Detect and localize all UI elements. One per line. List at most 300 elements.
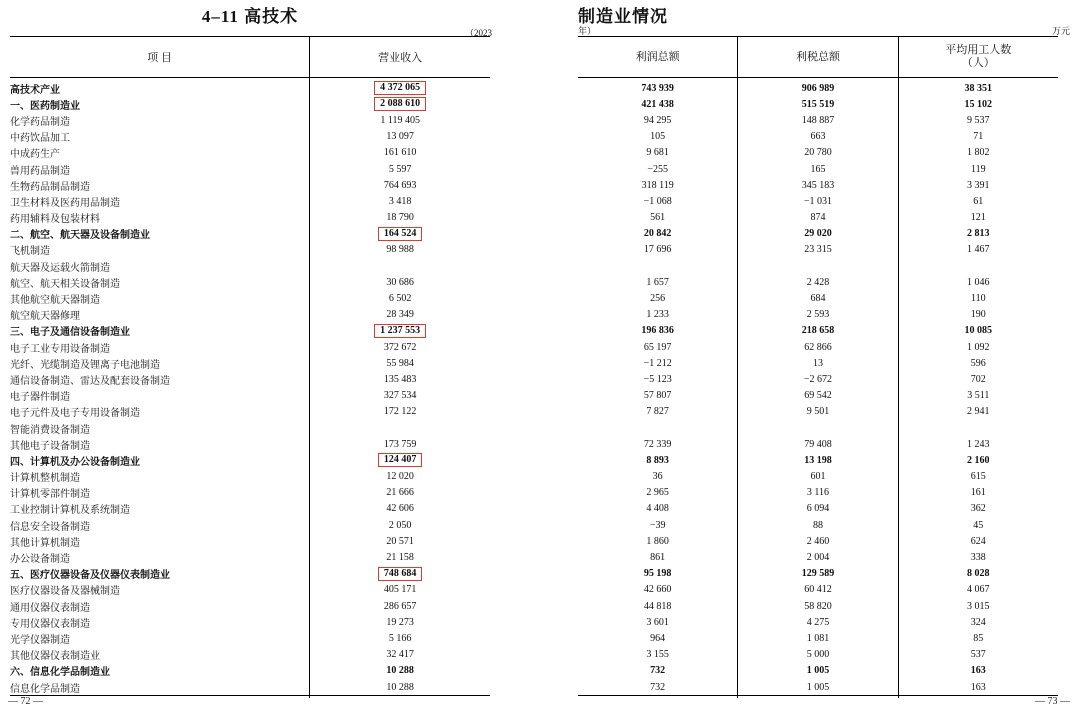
row-profit-tax-total: 2 460 xyxy=(738,533,898,549)
table-row xyxy=(578,679,1058,696)
row-label: 光学仪器制造 xyxy=(10,634,70,646)
row-profit-total: 42 660 xyxy=(643,584,672,596)
row-profit-total: 318 119 xyxy=(641,179,674,191)
row-label: 一、医药制造业 xyxy=(10,100,80,112)
row-revenue: 30 686 xyxy=(310,274,490,290)
table-row xyxy=(578,598,1058,614)
table-row xyxy=(578,161,1058,177)
row-label: 高技术产业 xyxy=(10,84,60,96)
table-row xyxy=(578,242,1058,258)
row-revenue: 32 417 xyxy=(310,647,490,663)
row-profit-tax-total: 1 005 xyxy=(738,663,898,679)
table-row xyxy=(578,355,1058,371)
table-row xyxy=(578,404,1058,420)
row-revenue xyxy=(310,258,490,274)
row-avg-employees: 161 xyxy=(898,485,1058,501)
table-row xyxy=(578,274,1058,290)
table-row xyxy=(10,614,490,630)
row-label: 飞机制造 xyxy=(10,246,50,258)
row-avg-employees: 324 xyxy=(898,614,1058,630)
row-profit-tax-total: 165 xyxy=(738,161,898,177)
table-row xyxy=(10,485,490,501)
row-profit-total: −255 xyxy=(647,163,668,175)
table-row xyxy=(10,679,490,696)
table-row xyxy=(10,663,490,679)
row-revenue: 21 158 xyxy=(310,549,490,565)
table-row xyxy=(10,501,490,517)
row-revenue: 98 988 xyxy=(310,242,490,258)
table-row xyxy=(578,485,1058,501)
row-revenue: 764 693 xyxy=(310,177,490,193)
row-avg-employees: 1 092 xyxy=(898,339,1058,355)
row-profit-total: 196 836 xyxy=(641,325,674,337)
row-avg-employees: 9 537 xyxy=(898,112,1058,128)
table-row xyxy=(10,355,490,371)
unit-label: 万元 xyxy=(1051,26,1070,36)
row-profit-tax-total: 2 428 xyxy=(738,274,898,290)
row-label: 航空、航天相关设备制造 xyxy=(10,278,120,290)
row-profit-tax-total: 874 xyxy=(738,210,898,226)
row-label: 化学药品制造 xyxy=(10,116,70,128)
row-label: 电子元件及电子专用设备制造 xyxy=(10,408,140,420)
row-profit-total: 4 408 xyxy=(646,503,669,515)
row-profit-tax-total: 60 412 xyxy=(738,582,898,598)
row-profit-tax-total: 58 820 xyxy=(738,598,898,614)
table-row xyxy=(10,647,490,663)
table-row xyxy=(10,112,490,128)
left-page xyxy=(0,0,530,713)
row-label: 中药饮品加工 xyxy=(10,133,70,145)
row-profit-tax-total: 20 780 xyxy=(738,145,898,161)
row-revenue: 12 020 xyxy=(310,469,490,485)
table-row xyxy=(578,663,1058,679)
table-row xyxy=(578,549,1058,565)
row-profit-tax-total: 663 xyxy=(738,129,898,145)
right-header-row xyxy=(578,37,1058,78)
row-revenue: 42 606 xyxy=(310,501,490,517)
row-label: 其他仪器仪表制造业 xyxy=(10,651,100,663)
row-avg-employees: 1 802 xyxy=(898,145,1058,161)
table-row xyxy=(578,420,1058,436)
table-row xyxy=(578,388,1058,404)
row-avg-employees: 1 467 xyxy=(898,242,1058,258)
row-label: 通信设备制造、雷达及配套设备制造 xyxy=(10,375,170,387)
row-profit-total: −1 068 xyxy=(643,195,672,207)
table-row xyxy=(578,129,1058,145)
row-avg-employees: 3 511 xyxy=(898,388,1058,404)
row-avg-employees: 85 xyxy=(898,630,1058,646)
row-profit-total: 9 681 xyxy=(646,147,669,159)
row-profit-total: 1 657 xyxy=(646,276,669,288)
header-avg-employees-line2: （人） xyxy=(961,57,995,69)
highlight-box: 124 407 xyxy=(378,453,423,467)
row-profit-tax-total: 1 081 xyxy=(738,630,898,646)
row-label: 医疗仪器设备及器械制造 xyxy=(10,586,120,598)
row-label: 电子器件制造 xyxy=(10,392,70,404)
table-row xyxy=(578,177,1058,193)
row-revenue xyxy=(310,80,490,96)
row-revenue: 6 502 xyxy=(310,290,490,306)
table-row xyxy=(578,80,1058,96)
row-revenue: 405 171 xyxy=(310,582,490,598)
table-row xyxy=(10,371,490,387)
table-row xyxy=(10,323,490,339)
rule-cell xyxy=(898,696,1058,699)
row-label: 中成药生产 xyxy=(10,149,60,161)
row-label: 电子工业专用设备制造 xyxy=(10,343,110,355)
row-avg-employees: 71 xyxy=(898,129,1058,145)
table-row xyxy=(10,420,490,436)
page-title-right: 制造业情况 xyxy=(578,7,668,26)
row-label: 办公设备制造 xyxy=(10,554,70,566)
row-profit-tax-total: 515 519 xyxy=(738,96,898,112)
header-profit-tax-total: 利税总额 xyxy=(738,37,898,78)
rule-cell xyxy=(10,696,310,699)
row-avg-employees: 163 xyxy=(898,663,1058,679)
row-revenue xyxy=(310,420,490,436)
table-row xyxy=(10,598,490,614)
row-revenue: 5 597 xyxy=(310,161,490,177)
table-row xyxy=(578,647,1058,663)
row-profit-tax-total: 129 589 xyxy=(738,566,898,582)
table-row xyxy=(10,452,490,468)
page-title-left: 4–11 高技术 xyxy=(201,7,299,26)
highlight-box: 4 372 065 xyxy=(374,81,426,95)
table-row xyxy=(578,145,1058,161)
row-label: 专用仪器仪表制造 xyxy=(10,618,90,630)
row-revenue: 372 672 xyxy=(310,339,490,355)
row-profit-total: 105 xyxy=(650,131,666,143)
row-revenue: 13 097 xyxy=(310,129,490,145)
table-row xyxy=(578,371,1058,387)
row-label: 其他计算机制造 xyxy=(10,537,80,549)
right-page xyxy=(530,0,1080,713)
row-revenue: 28 349 xyxy=(310,307,490,323)
row-revenue xyxy=(310,452,490,468)
row-avg-employees: 1 046 xyxy=(898,274,1058,290)
table-row xyxy=(578,339,1058,355)
row-profit-total: 44 818 xyxy=(643,600,672,612)
left-table-body xyxy=(10,37,490,699)
year-note-right: 年） xyxy=(578,26,597,36)
table-row xyxy=(10,226,490,242)
table-row xyxy=(10,339,490,355)
row-profit-total: 561 xyxy=(650,212,666,224)
table-bottom-rule xyxy=(10,696,490,699)
row-label: 卫生材料及医药用品制造 xyxy=(10,197,120,209)
row-avg-employees: 596 xyxy=(898,355,1058,371)
table-row xyxy=(10,533,490,549)
table-row xyxy=(578,307,1058,323)
row-profit-tax-total: 4 275 xyxy=(738,614,898,630)
row-profit-tax-total xyxy=(738,420,898,436)
row-label: 六、信息化学品制造业 xyxy=(10,667,110,679)
header-profit-total: 利润总额 xyxy=(578,37,738,78)
row-avg-employees: 15 102 xyxy=(898,96,1058,112)
row-profit-total: 94 295 xyxy=(643,114,672,126)
row-avg-employees xyxy=(898,258,1058,274)
row-profit-tax-total: 5 000 xyxy=(738,647,898,663)
table-row xyxy=(10,549,490,565)
row-revenue: 286 657 xyxy=(310,598,490,614)
row-avg-employees: 190 xyxy=(898,307,1058,323)
table-row xyxy=(10,210,490,226)
year-note-left: （2023 xyxy=(464,28,492,38)
row-profit-tax-total: −1 031 xyxy=(738,193,898,209)
row-profit-tax-total: 906 989 xyxy=(738,80,898,96)
row-profit-total: 3 155 xyxy=(646,649,669,661)
row-profit-tax-total: 2 004 xyxy=(738,549,898,565)
row-profit-total: 732 xyxy=(650,681,666,693)
row-label: 光纤、光缆制造及锂离子电池制造 xyxy=(10,359,160,371)
row-profit-total: −1 212 xyxy=(643,357,672,369)
row-label: 其他航空航天器制造 xyxy=(10,295,100,307)
table-row xyxy=(578,226,1058,242)
row-label: 三、电子及通信设备制造业 xyxy=(10,327,130,339)
row-profit-total: 964 xyxy=(650,632,666,644)
row-profit-total: 743 939 xyxy=(641,82,674,94)
table-row xyxy=(578,566,1058,582)
row-avg-employees: 121 xyxy=(898,210,1058,226)
row-profit-tax-total: 1 005 xyxy=(738,679,898,696)
row-profit-total: −39 xyxy=(649,519,666,531)
table-row xyxy=(578,290,1058,306)
row-profit-total: 256 xyxy=(650,293,666,305)
row-avg-employees: 3 391 xyxy=(898,177,1058,193)
row-profit-tax-total: 79 408 xyxy=(738,436,898,452)
row-revenue xyxy=(310,226,490,242)
row-profit-total: 72 339 xyxy=(643,438,672,450)
table-row xyxy=(578,533,1058,549)
row-profit-tax-total: 3 116 xyxy=(738,485,898,501)
row-avg-employees: 2 941 xyxy=(898,404,1058,420)
row-avg-employees: 119 xyxy=(898,161,1058,177)
table-row xyxy=(578,436,1058,452)
row-profit-tax-total: 62 866 xyxy=(738,339,898,355)
highlight-box: 164 524 xyxy=(378,227,423,241)
row-profit-total: 1 860 xyxy=(646,535,669,547)
table-row xyxy=(578,517,1058,533)
row-label: 五、医疗仪器设备及仪器仪表制造业 xyxy=(10,570,170,582)
row-revenue: 2 050 xyxy=(310,517,490,533)
table-row xyxy=(10,630,490,646)
row-revenue: 1 119 405 xyxy=(310,112,490,128)
table-row xyxy=(578,582,1058,598)
table-row xyxy=(10,290,490,306)
row-revenue xyxy=(310,323,490,339)
highlight-box: 748 684 xyxy=(378,567,423,581)
row-avg-employees: 10 085 xyxy=(898,323,1058,339)
row-revenue: 135 483 xyxy=(310,371,490,387)
highlight-box: 1 237 553 xyxy=(374,324,426,338)
row-avg-employees: 45 xyxy=(898,517,1058,533)
header-avg-employees xyxy=(898,37,1058,78)
table-row xyxy=(10,517,490,533)
table-row xyxy=(578,630,1058,646)
row-revenue: 173 759 xyxy=(310,436,490,452)
row-label: 其他电子设备制造 xyxy=(10,440,90,452)
row-profit-total: 732 xyxy=(650,665,666,677)
row-avg-employees: 3 015 xyxy=(898,598,1058,614)
row-profit-tax-total: 345 183 xyxy=(738,177,898,193)
row-revenue: 55 984 xyxy=(310,355,490,371)
row-avg-employees: 702 xyxy=(898,371,1058,387)
right-table-body xyxy=(578,37,1058,699)
row-profit-tax-total: 6 094 xyxy=(738,501,898,517)
table-row xyxy=(578,96,1058,112)
row-avg-employees: 1 243 xyxy=(898,436,1058,452)
row-avg-employees: 362 xyxy=(898,501,1058,517)
row-avg-employees: 110 xyxy=(898,290,1058,306)
page-number-left: — 72 — xyxy=(8,696,43,707)
row-label: 兽用药品制造 xyxy=(10,165,70,177)
row-profit-total: 2 965 xyxy=(646,487,669,499)
row-label: 智能消费设备制造 xyxy=(10,424,90,436)
table-row xyxy=(10,145,490,161)
row-revenue: 3 418 xyxy=(310,193,490,209)
row-revenue: 10 288 xyxy=(310,679,490,696)
row-revenue: 10 288 xyxy=(310,663,490,679)
row-revenue: 21 666 xyxy=(310,485,490,501)
row-label: 航天器及运载火箭制造 xyxy=(10,262,110,274)
row-revenue: 327 534 xyxy=(310,388,490,404)
rule-cell xyxy=(578,696,738,699)
row-profit-tax-total: 2 593 xyxy=(738,307,898,323)
row-profit-total: 95 198 xyxy=(643,568,672,580)
table-row xyxy=(10,242,490,258)
row-profit-total: 861 xyxy=(650,552,666,564)
row-avg-employees xyxy=(898,420,1058,436)
row-avg-employees: 8 028 xyxy=(898,566,1058,582)
table-row xyxy=(10,566,490,582)
row-profit-tax-total: 148 887 xyxy=(738,112,898,128)
row-label: 航空航天器修理 xyxy=(10,311,80,323)
table-row xyxy=(10,388,490,404)
table-row xyxy=(10,177,490,193)
table-row xyxy=(10,404,490,420)
row-label: 生物药品制品制造 xyxy=(10,181,90,193)
row-profit-total: 8 893 xyxy=(646,454,669,466)
rule-cell xyxy=(310,696,490,699)
row-revenue: 172 122 xyxy=(310,404,490,420)
row-revenue xyxy=(310,96,490,112)
header-avg-employees-line1: 平均用工人数 xyxy=(945,44,1012,56)
table-row xyxy=(10,193,490,209)
row-profit-total: 57 807 xyxy=(643,390,672,402)
row-profit-tax-total: 601 xyxy=(738,469,898,485)
row-label: 信息化学品制造 xyxy=(10,683,80,695)
table-row xyxy=(578,452,1058,468)
row-revenue: 20 571 xyxy=(310,533,490,549)
table-row xyxy=(10,80,490,96)
table-row xyxy=(578,193,1058,209)
row-profit-total: 1 233 xyxy=(646,309,669,321)
row-profit-tax-total: 218 658 xyxy=(738,323,898,339)
row-profit-tax-total: 684 xyxy=(738,290,898,306)
table-row xyxy=(10,582,490,598)
row-profit-total: −5 123 xyxy=(643,373,672,385)
table-row xyxy=(578,323,1058,339)
row-avg-employees: 615 xyxy=(898,469,1058,485)
row-profit-tax-total: −2 672 xyxy=(738,371,898,387)
row-revenue xyxy=(310,566,490,582)
row-profit-tax-total: 29 020 xyxy=(738,226,898,242)
row-avg-employees: 61 xyxy=(898,193,1058,209)
rule-cell xyxy=(738,696,898,699)
row-avg-employees: 338 xyxy=(898,549,1058,565)
left-header-row xyxy=(10,37,490,78)
row-avg-employees: 163 xyxy=(898,679,1058,696)
right-table xyxy=(578,36,1058,698)
row-revenue: 18 790 xyxy=(310,210,490,226)
row-avg-employees: 2 813 xyxy=(898,226,1058,242)
row-label: 药用辅料及包装材料 xyxy=(10,214,100,226)
table-row xyxy=(578,469,1058,485)
row-avg-employees: 2 160 xyxy=(898,452,1058,468)
row-profit-tax-total: 88 xyxy=(738,517,898,533)
row-revenue: 161 610 xyxy=(310,145,490,161)
table-row xyxy=(10,129,490,145)
row-label: 计算机零部件制造 xyxy=(10,489,90,501)
page-number-right: — 73 — xyxy=(1035,696,1070,707)
table-row xyxy=(10,469,490,485)
row-revenue: 5 166 xyxy=(310,630,490,646)
table-row xyxy=(578,258,1058,274)
table-row xyxy=(10,161,490,177)
row-avg-employees: 624 xyxy=(898,533,1058,549)
row-profit-total: 17 696 xyxy=(643,244,672,256)
row-profit-tax-total: 9 501 xyxy=(738,404,898,420)
table-row xyxy=(10,258,490,274)
table-row xyxy=(10,96,490,112)
row-profit-total: 36 xyxy=(652,471,663,483)
row-label: 信息安全设备制造 xyxy=(10,521,90,533)
row-avg-employees: 4 067 xyxy=(898,582,1058,598)
row-profit-total: 65 197 xyxy=(643,341,672,353)
table-row xyxy=(10,274,490,290)
table-row xyxy=(578,501,1058,517)
row-label: 工业控制计算机及系统制造 xyxy=(10,505,130,517)
row-avg-employees: 38 351 xyxy=(898,80,1058,96)
row-profit-total: 3 601 xyxy=(646,616,669,628)
table-row xyxy=(578,112,1058,128)
row-label: 通用仪器仪表制造 xyxy=(10,602,90,614)
row-label: 二、航空、航天器及设备制造业 xyxy=(10,230,150,242)
left-table xyxy=(10,36,490,698)
table-row xyxy=(578,210,1058,226)
row-profit-tax-total xyxy=(738,258,898,274)
row-revenue: 19 273 xyxy=(310,614,490,630)
row-profit-tax-total: 69 542 xyxy=(738,388,898,404)
row-profit-tax-total: 23 315 xyxy=(738,242,898,258)
row-label: 四、计算机及办公设备制造业 xyxy=(10,456,140,468)
row-label: 计算机整机制造 xyxy=(10,473,80,485)
row-profit-tax-total: 13 xyxy=(738,355,898,371)
table-row xyxy=(10,307,490,323)
row-profit-total: 7 827 xyxy=(646,406,669,418)
table-bottom-rule xyxy=(578,696,1058,699)
header-item: 项 目 xyxy=(10,37,310,78)
row-profit-tax-total: 13 198 xyxy=(738,452,898,468)
header-revenue: 营业收入 xyxy=(310,37,490,78)
row-profit-total: 20 842 xyxy=(643,228,672,240)
table-row xyxy=(578,614,1058,630)
table-row xyxy=(10,436,490,452)
row-profit-total xyxy=(578,258,738,274)
row-profit-total: 421 438 xyxy=(641,98,674,110)
row-profit-total xyxy=(578,420,738,436)
row-avg-employees: 537 xyxy=(898,647,1058,663)
